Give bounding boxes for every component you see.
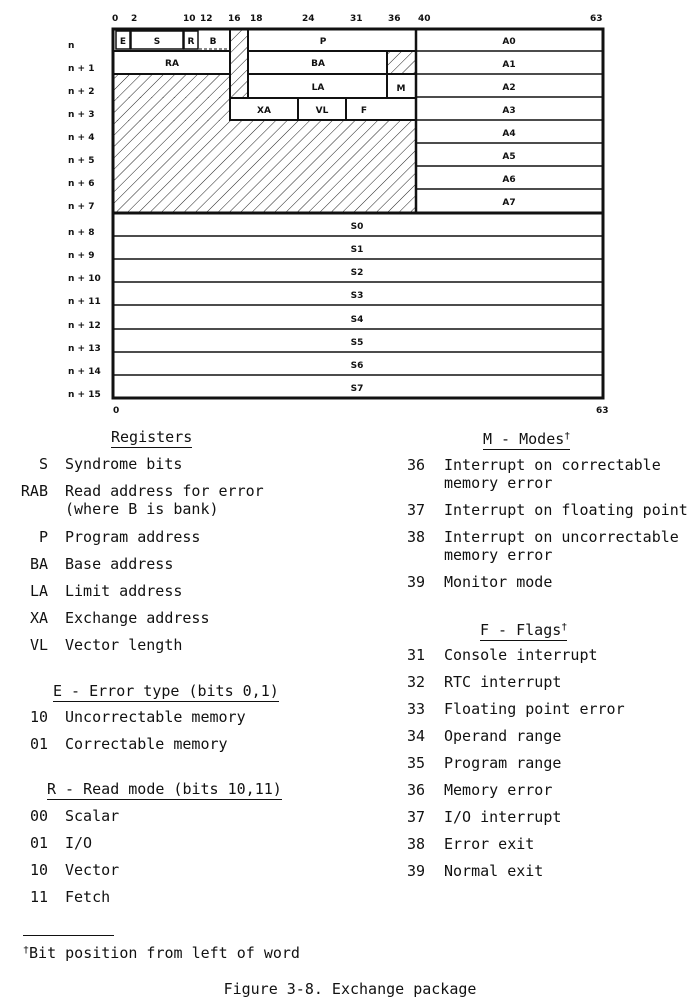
field-m: M — [396, 84, 406, 94]
a-register-labels — [502, 37, 515, 208]
field-r: R — [187, 37, 195, 47]
flag-code: 34 — [406, 727, 425, 745]
read-mode-desc: I/O — [65, 834, 93, 852]
mode-desc: Interrupt on uncorrectable memory error — [444, 528, 679, 564]
bit-label: 2 — [131, 14, 138, 24]
top-bit-labels — [112, 14, 603, 24]
s-register-label: S1 — [350, 245, 364, 255]
row-label: n + 7 — [68, 202, 95, 212]
flag-code: 32 — [406, 673, 425, 691]
row-label: n + 2 — [68, 87, 95, 97]
error-desc: Correctable memory — [65, 735, 228, 753]
field-f: F — [360, 106, 368, 116]
a-register-label: A0 — [502, 37, 516, 47]
bit-label: 31 — [350, 14, 363, 24]
mode-code: 39 — [406, 573, 425, 591]
bit-label: 10 — [183, 14, 196, 24]
mode-desc: Interrupt on correctable memory error — [444, 456, 661, 492]
row-label: n + 13 — [68, 344, 101, 354]
row-label: n + 8 — [68, 228, 95, 238]
error-desc: Uncorrectable memory — [65, 708, 246, 726]
register-code: VL — [29, 636, 48, 654]
mode-code: 38 — [406, 528, 425, 546]
modes-title-text: M - Modes — [483, 430, 565, 448]
flag-code: 37 — [406, 808, 425, 826]
a-register-label: A4 — [502, 129, 516, 139]
register-code: XA — [29, 609, 48, 627]
flag-desc: Operand range — [444, 727, 562, 745]
register-desc: Limit address — [65, 582, 183, 600]
flag-desc: Memory error — [444, 781, 553, 799]
register-code: BA — [29, 555, 48, 573]
footnote-rule — [23, 935, 114, 936]
field-ra: RA — [165, 59, 179, 69]
register-desc: Exchange address — [65, 609, 210, 627]
bit-label: 18 — [250, 14, 263, 24]
registers-title: Registers — [111, 428, 193, 446]
row-label: n + 10 — [68, 274, 101, 284]
flag-desc: Floating point error — [444, 700, 625, 718]
register-code: LA — [29, 582, 48, 600]
field-p: P — [319, 37, 327, 47]
bit-label: 0 — [113, 406, 120, 416]
footnote-text: Bit position from left of word — [29, 944, 300, 962]
row-label: n + 6 — [68, 179, 95, 189]
register-code: P — [38, 528, 48, 546]
field-xa: XA — [257, 106, 271, 116]
read-mode-code: 10 — [29, 861, 48, 879]
exchange-package-diagram — [0, 0, 700, 420]
s-register-label: S6 — [350, 361, 364, 371]
register-desc: Read address for error (where B is bank) — [65, 482, 264, 518]
dagger-mark: † — [564, 431, 571, 442]
a-register-label: A1 — [502, 60, 516, 70]
field-ba: BA — [311, 59, 325, 69]
field-s: S — [153, 37, 161, 47]
error-code: 01 — [29, 735, 48, 753]
flag-code: 31 — [406, 646, 425, 664]
dagger-mark: † — [23, 945, 30, 956]
field-b: B — [209, 37, 217, 47]
field-vl: VL — [315, 106, 329, 116]
read-mode-code: 01 — [29, 834, 48, 852]
a-register-label: A6 — [502, 175, 516, 185]
row-labels — [68, 41, 101, 400]
row-label: n + 15 — [68, 390, 101, 400]
row-label: n — [68, 41, 75, 51]
s-register-label: S0 — [350, 222, 364, 232]
mode-code: 37 — [406, 501, 425, 519]
flag-code: 36 — [406, 781, 425, 799]
mode-desc: Monitor mode — [444, 573, 553, 591]
mode-code: 36 — [406, 456, 425, 474]
s-register-label: S2 — [350, 268, 364, 278]
row-label: n + 11 — [68, 297, 101, 307]
footnote — [23, 942, 300, 962]
bit-label: 12 — [200, 14, 213, 24]
row-label: n + 3 — [68, 110, 95, 120]
flag-desc: Error exit — [444, 835, 535, 853]
mode-desc: Interrupt on floating point — [444, 501, 688, 519]
row-label: n + 4 — [68, 133, 95, 143]
a-register-label: A2 — [502, 83, 516, 93]
row-label: n + 14 — [68, 367, 101, 377]
flag-code: 39 — [406, 862, 425, 880]
s-register-label: S5 — [350, 338, 364, 348]
a-register-label: A3 — [502, 106, 516, 116]
bit-label: 0 — [112, 14, 119, 24]
s-register-labels — [351, 222, 364, 394]
flag-desc: Normal exit — [444, 862, 544, 880]
read-mode-desc: Fetch — [65, 888, 111, 906]
flag-desc: Program range — [444, 754, 562, 772]
read-mode-desc: Scalar — [65, 807, 120, 825]
flags-title-text: F - Flags — [480, 621, 562, 639]
register-code: S — [38, 455, 48, 473]
flags-title — [480, 619, 567, 641]
field-e: E — [119, 37, 127, 47]
row-label: n + 12 — [68, 321, 101, 331]
s-register-label: S4 — [350, 315, 364, 325]
s-register-label: S7 — [350, 384, 364, 394]
modes-title — [483, 428, 570, 450]
read-mode-code: 00 — [29, 807, 48, 825]
bit-label: 40 — [418, 14, 431, 24]
error-type-title: E - Error type (bits 0,1) — [53, 682, 279, 700]
register-desc: Syndrome bits — [65, 455, 183, 473]
dagger-mark: † — [561, 622, 568, 633]
row-label: n + 1 — [68, 64, 95, 74]
bit-label: 24 — [302, 14, 315, 24]
read-mode-desc: Vector — [65, 861, 120, 879]
flag-desc: RTC interrupt — [444, 673, 562, 691]
bit-label: 63 — [596, 406, 609, 416]
flag-code: 35 — [406, 754, 425, 772]
error-code: 10 — [29, 708, 48, 726]
flag-code: 38 — [406, 835, 425, 853]
field-la: LA — [311, 83, 325, 93]
flag-desc: I/O interrupt — [444, 808, 562, 826]
read-mode-title: R - Read mode (bits 10,11) — [47, 780, 282, 798]
s-register-label: S3 — [350, 291, 364, 301]
a-register-label: A7 — [502, 198, 516, 208]
figure-caption: Figure 3-8. Exchange package — [223, 980, 477, 998]
a-register-label: A5 — [502, 152, 516, 162]
register-code: RAB — [20, 482, 48, 500]
register-desc: Base address — [65, 555, 174, 573]
row-label: n + 5 — [68, 156, 95, 166]
bit-label: 63 — [590, 14, 603, 24]
bit-label: 36 — [388, 14, 401, 24]
flag-desc: Console interrupt — [444, 646, 598, 664]
register-desc: Vector length — [65, 636, 183, 654]
register-desc: Program address — [65, 528, 201, 546]
flag-code: 33 — [406, 700, 425, 718]
read-mode-code: 11 — [29, 888, 48, 906]
bit-label: 16 — [228, 14, 241, 24]
row-label: n + 9 — [68, 251, 95, 261]
